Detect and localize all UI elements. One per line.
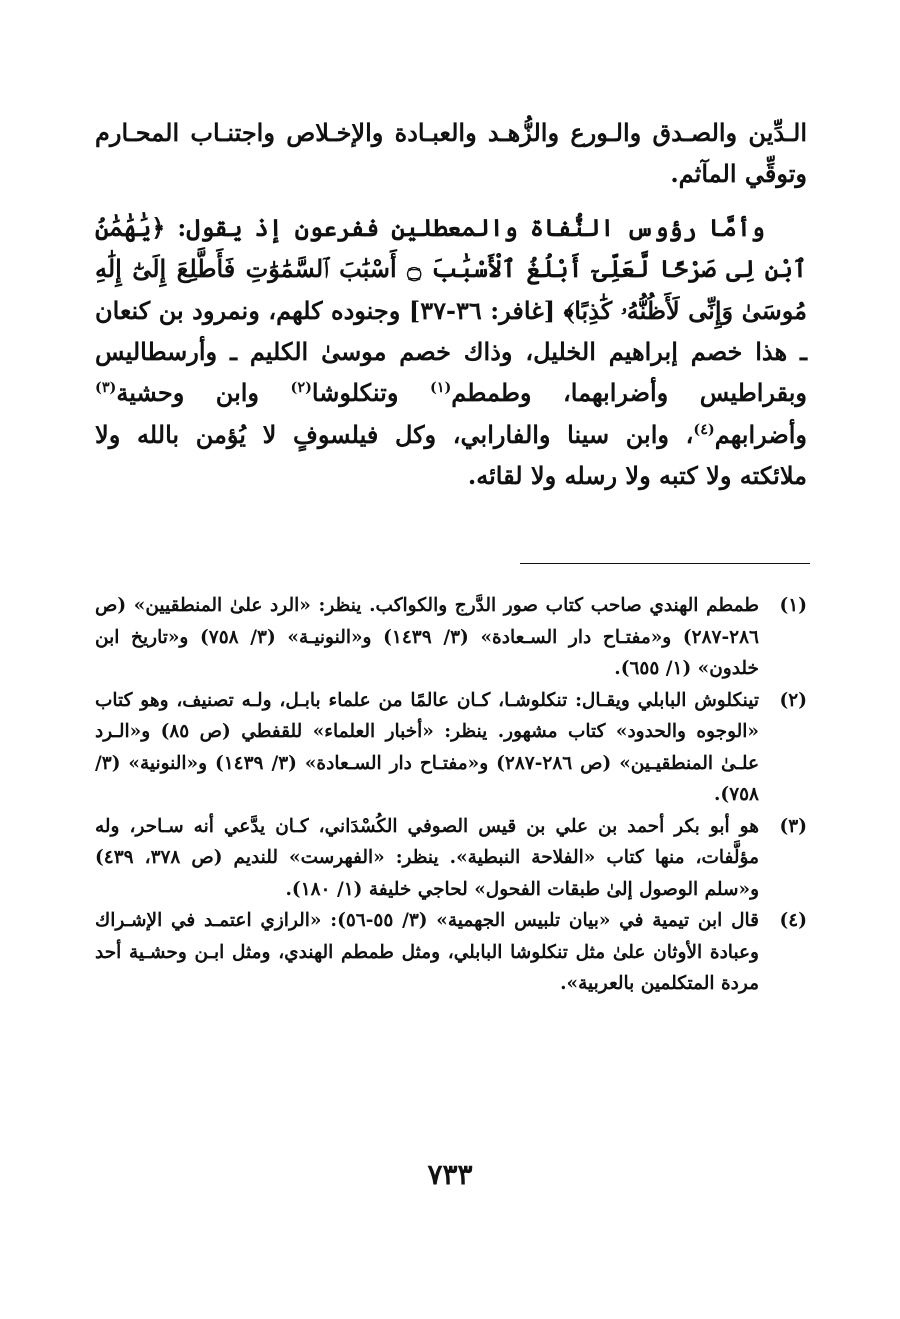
footnote-number: (٣) [779,815,807,837]
paragraph-2-part-3: وابن وحشية [116,378,291,408]
footnote-number: (٢) [779,689,807,711]
footnote-text: قال ابن تيمية في «بيان تلبيس الجهمية» (٣/ ٥٥-٥٦): «الرازي اعتمـد في الإشـراك وعبادة الأوثان علىٰ مثل تنكلوشا البابلي، ومثل طمطم الهندي، ومثل ابـن وحشـية أحد مردة المتكلمين بالعربية». [95,910,760,994]
footnote-3 [95,811,807,906]
footnote-1 [95,590,807,685]
footnotes [95,590,807,1000]
paragraph-2-part-4: وأضرابهم [714,419,807,449]
footnote-4 [95,905,807,1000]
paragraph-2-part-1: وأمَّا رؤوس النُّفاة والمعطلين ففرعون إذ يقول: ﴿يَٰهَٰمَٰنُ ٱبْنِ لِى صَرْحًا لَّعَلِّىٓ أَبْلُغُ ٱلْأَسْبَٰبَ ۝ أَسْبَٰبَ ٱلسَّمَٰوَٰتِ فَأَطَّلِعَ إِلَىٰٓ إِلَٰهِ مُوسَىٰ وَإِنِّى لَأَظُنُّهُۥ كَٰذِبًا﴾ [غافر: ٣٦-٣٧] وجنوده كلهم، ونمرود بن كنعان ـ هذا خصم إبراهيم الخليل، وذاك خصم موسىٰ الكليم ـ وأرسطاليس وبقراطيس وأضرابهما، وطمطم [95,212,808,408]
paragraph-2-part-5: ، وابن سينا والفارابي، وكل فيلسوفٍ لا يُؤمن بالله ولا ملائكته ولا كتبه ولا رسله ولا لقائه. [95,419,807,491]
main-text [95,112,807,497]
footnote-ref-1: (١) [429,379,452,397]
paragraph-2-part-2: وتنكلوشا [311,378,430,408]
footnote-text: هو أبو بكر أحمد بن علي بن قيس الصوفي الكُسْدَاني، كـان يدَّعي أنه سـاحر، وله مؤلَّفات، منها كتاب «الفلاحة النبطية». ينظر: «الفهرست» للنديم (ص ٣٧٨، ٤٣٩) و«سلم الوصول إلىٰ طبقات الفحول» لحاجي خليفة (١/ ١٨٠). [95,815,759,900]
footnote-text: تينكلوش البابلي ويقـال: تنكلوشـا، كـان عالمًا من علماء بابـل، ولـه تصنيف، وهو كتاب «الوجوه والحدود» كتاب مشهور. ينظر: «أخبار العلماء» للقفطي (ص ٨٥) و«الـرد علـىٰ المنطقيـين» (ص ٢٨٦-٢٨٧) و«مفتـاح دار السـعادة» (٣/ ١٤٣٩) و«النونية» (٣/ ٧٥٨). [95,689,760,805]
footnote-2 [95,685,807,811]
paragraph-2 [95,207,807,497]
footnote-ref-2: (٢) [290,379,312,397]
paragraph-1: الـدِّين والصـدق والـورع والزُّهـد والعبـادة والإخـلاص واجتنـاب المحـارم وتوقِّي المآثم. [95,118,807,189]
footnote-separator [520,563,810,564]
page-number: ٧٣٣ [427,1158,473,1191]
footnote-ref-4: (٤) [693,420,715,438]
footnote-number: (١) [779,595,807,616]
footnote-ref-3: (٣) [95,379,117,397]
footnote-text: طمطم الهندي صاحب كتاب صور الدَّرج والكواكب. ينظر: «الرد علىٰ المنطقيين» (ص ٢٨٦-٢٨٧) و«مفتـاح دار السـعادة» (٣/ ١٤٣٩) و«النونيـة» (٣/ ٧٥٨) و«تاريخ ابن خلدون» (١/ ٦٥٥). [95,595,759,679]
footnote-number: (٤) [779,910,807,931]
